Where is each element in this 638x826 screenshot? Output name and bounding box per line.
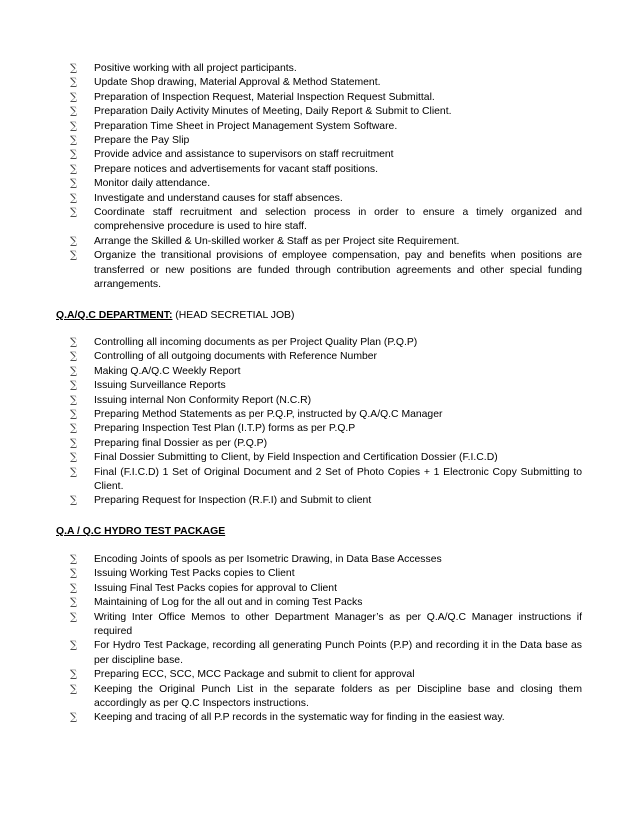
bullet-icon: ∑: [70, 207, 78, 219]
list-item: [70, 350, 582, 364]
list-item-text: Final Dossier Submitting to Client, by Field Inspection and Certification Dossier (F.I.C.D): [94, 452, 498, 464]
bullet-icon: ∑: [70, 135, 78, 147]
list-item: [70, 494, 582, 508]
list-item-text: Issuing Working Test Packs copies to Client: [94, 568, 295, 580]
bullet-icon: ∑: [70, 337, 78, 348]
bullet-icon: ∑: [70, 77, 78, 89]
list-item-text: Investigate and understand causes for staff absences.: [94, 192, 343, 204]
list-item: [70, 668, 582, 682]
list-item: [70, 134, 582, 148]
bullet-icon: ∑: [70, 669, 78, 681]
bullet-icon: ∑: [70, 452, 78, 464]
list-item-text: Prepare notices and advertisements for vacant staff positions.: [94, 163, 378, 175]
list-item-text: Keeping and tracing of all P.P records in the systematic way for finding in the easiest way.: [94, 712, 505, 724]
list-item: [70, 394, 582, 408]
list-item-text: Preparing Method Statements as per P.Q.P, instructed by Q.A/Q.C Manager: [94, 409, 443, 421]
bullet-icon: ∑: [70, 63, 78, 74]
list-item-text: Preparation Time Sheet in Project Management System Software.: [94, 120, 398, 132]
list-item-text: Encoding Joints of spools as per Isometric Drawing, in Data Base Accesses: [94, 554, 442, 565]
list-item: [70, 408, 582, 422]
list-item: [70, 365, 582, 379]
bullet-icon: ∑: [70, 554, 78, 565]
list-item: [70, 62, 582, 76]
list-item-text: Maintaining of Log for the all out and in coming Test Packs: [94, 597, 363, 609]
qaqc-department-subtitle: (HEAD SECRETIAL JOB): [172, 310, 295, 321]
list-item: [70, 582, 582, 596]
hydro-test-heading: [56, 525, 225, 539]
bullet-icon: ∑: [70, 380, 78, 392]
bullet-icon: ∑: [70, 683, 78, 695]
list-item-text: Arrange the Skilled & Un-skilled worker & Staff as per Project site Requirement.: [94, 235, 460, 247]
bullet-icon: ∑: [70, 423, 78, 435]
qaqc-department-list: [70, 336, 582, 509]
list-item: [70, 105, 582, 119]
qaqc-department-title: Q.A/Q.C DEPARTMENT:: [56, 310, 173, 321]
list-item: [70, 437, 582, 451]
list-item-text: Writing Inter Office Memos to other Department Manager’s as per Q.A/Q.C Manager instructions if required: [94, 611, 582, 638]
list-item: [70, 553, 582, 567]
list-item-text: Prepare the Pay Slip: [94, 135, 190, 147]
bullet-icon: ∑: [70, 712, 78, 724]
list-item: [70, 177, 582, 191]
list-item-text: Preparing Inspection Test Plan (I.T.P) forms as per P.Q.P: [94, 423, 356, 435]
bullet-icon: ∑: [70, 163, 78, 175]
list-item: [70, 611, 582, 640]
list-item: [70, 639, 582, 668]
list-item: [70, 91, 582, 105]
bullet-icon: ∑: [70, 178, 78, 190]
list-item-text: Preparation Daily Activity Minutes of Meeting, Daily Report & Submit to Client.: [94, 106, 452, 118]
bullet-icon: ∑: [70, 192, 78, 204]
list-item-text: Controlling of all outgoing documents with Reference Number: [94, 351, 378, 363]
list-item: [70, 711, 582, 725]
list-item: [70, 336, 582, 350]
bullet-icon: ∑: [70, 611, 78, 623]
bullet-icon: ∑: [70, 582, 78, 594]
bullet-icon: ∑: [70, 597, 78, 609]
list-item: [70, 148, 582, 162]
list-item: [70, 249, 582, 292]
list-item-text: Making Q.A/Q.C Weekly Report: [94, 365, 241, 377]
bullet-icon: ∑: [70, 106, 78, 118]
list-item-text: Controlling all incoming documents as per Project Quality Plan (P.Q.P): [94, 337, 418, 348]
list-item-text: Update Shop drawing, Material Approval & Method Statement.: [94, 77, 381, 89]
bullet-icon: ∑: [70, 640, 78, 652]
list-item: [70, 422, 582, 436]
bullet-icon: ∑: [70, 437, 78, 449]
list-item-text: For Hydro Test Package, recording all generating Punch Points (P.P) and recording it in the Data base as per discipline base.: [94, 640, 582, 666]
list-item-text: Organize the transitional provisions of employee compensation, pay and benefits when positions are transferred or new positions are funded through contribution agreements and other special funding arrangements.: [94, 250, 582, 291]
list-item: [70, 120, 582, 134]
list-item: [70, 683, 582, 712]
list-item: [70, 163, 582, 177]
bullet-icon: ∑: [70, 394, 78, 406]
bullet-icon: ∑: [70, 365, 78, 377]
bullet-icon: ∑: [70, 120, 78, 132]
list-item-text: Preparing final Dossier as per (P.Q.P): [94, 437, 268, 449]
list-item-text: Positive working with all project participants.: [94, 63, 297, 74]
list-item: [70, 466, 582, 495]
list-item-text: Preparing ECC, SCC, MCC Package and submit to client for approval: [94, 669, 415, 681]
list-item: [70, 451, 582, 465]
hydro-test-list: [70, 553, 582, 726]
list-item: [70, 379, 582, 393]
list-item-text: Final (F.I.C.D) 1 Set of Original Document and 2 Set of Photo Copies + 1 Electronic Copy Submitting to Client.: [94, 466, 582, 493]
bullet-icon: ∑: [70, 250, 78, 262]
list-item-text: Provide advice and assistance to supervisors on staff recruitment: [94, 149, 394, 161]
hydro-test-title: Q.A / Q.C HYDRO TEST PACKAGE: [56, 526, 226, 537]
bullet-icon: ∑: [70, 235, 78, 247]
list-item: [70, 206, 582, 235]
bullet-icon: ∑: [70, 149, 78, 161]
list-item-text: Monitor daily attendance.: [94, 178, 211, 190]
bullet-icon: ∑: [70, 91, 78, 103]
list-item: [70, 76, 582, 90]
bullet-icon: ∑: [70, 351, 78, 363]
list-item-text: Issuing internal Non Conformity Report (N.C.R): [94, 394, 312, 406]
qaqc-department-heading: [56, 309, 294, 323]
bullet-icon: ∑: [70, 409, 78, 421]
bullet-icon: ∑: [70, 495, 78, 507]
bullet-icon: ∑: [70, 568, 78, 580]
list-item: [70, 567, 582, 581]
list-item: [70, 596, 582, 610]
list-item-text: Preparing Request for Inspection (R.F.I) and Submit to client: [94, 495, 372, 507]
list-item-text: Preparation of Inspection Request, Material Inspection Request Submittal.: [94, 91, 435, 103]
list-item-text: Issuing Surveillance Reports: [94, 380, 226, 392]
list-item-text: Coordinate staff recruitment and selection process in order to ensure a timely organized and comprehensive procedure is used to hire staff.: [94, 207, 582, 233]
list-item: [70, 235, 582, 249]
list-item-text: Keeping the Original Punch List in the separate folders as per Discipline base and closing them accordingly as per Q.C Inspectors instructions.: [94, 683, 582, 710]
list-item-text: Issuing Final Test Packs copies for approval to Client: [94, 582, 337, 594]
bullet-icon: ∑: [70, 466, 78, 478]
duties-list: [70, 62, 582, 293]
list-item: [70, 192, 582, 206]
